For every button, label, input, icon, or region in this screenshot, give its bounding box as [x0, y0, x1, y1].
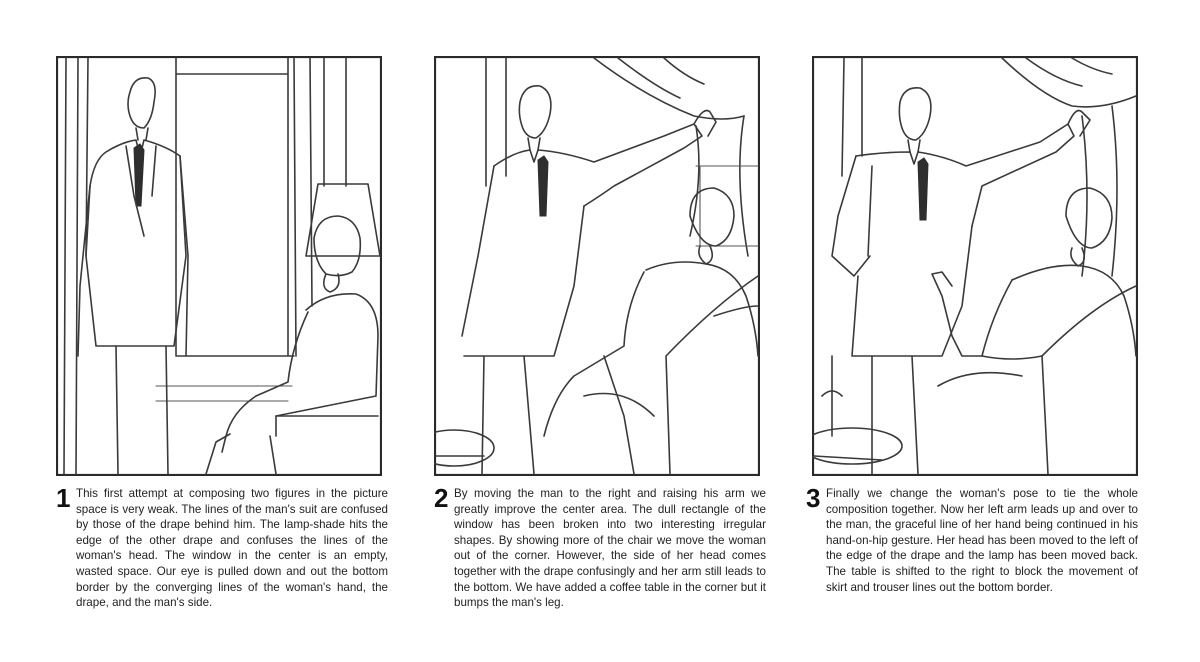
sketch-panel-1: [56, 56, 382, 476]
sketch-1-drawing: [56, 56, 382, 476]
caption-3-text: Finally we change the woman's pose to tie the whole composition together. Now her left arm leads up and over to the man, the graceful line of her hand being continued in his hand-on-hip gesture. Her head has been moved to the left of the edge of the drape and the lamp has been moved back. The table is shifted to the right to block the movement of skirt and trouser lines out the bottom border.: [826, 487, 1138, 594]
caption-2-text: By moving the man to the right and raising his arm we greatly improve the center area. The dull rectangle of the window has been broken into two interesting irregular shapes. By showing more of the chair we move the woman out of the corner. However, the side of her head comes together with the drape confusingly and her arm still leads to the bottom. We have added a coffee table in the corner but it bumps the man's leg.: [454, 487, 766, 610]
caption-1-number: 1: [56, 483, 71, 513]
caption-1-text: This first attempt at composing two figures in the picture space is very weak. The lines of the man's suit are confused by those of the drape behind him. The lamp-shade hits the edge of the other drape and confuses the lines of the woman's head. The window in the center is an empty, wasted space. Our eye is pulled down and out the bottom border by the converging lines of the woman's hand, the drape, and the man's side.: [76, 487, 388, 610]
caption-2-number: 2: [434, 483, 449, 513]
sketch-2-drawing: [434, 56, 760, 476]
caption-3-number: 3: [806, 483, 821, 513]
sketch-panel-3: [812, 56, 1138, 476]
sketch-3-drawing: [812, 56, 1138, 476]
sketch-panel-2: [434, 56, 760, 476]
